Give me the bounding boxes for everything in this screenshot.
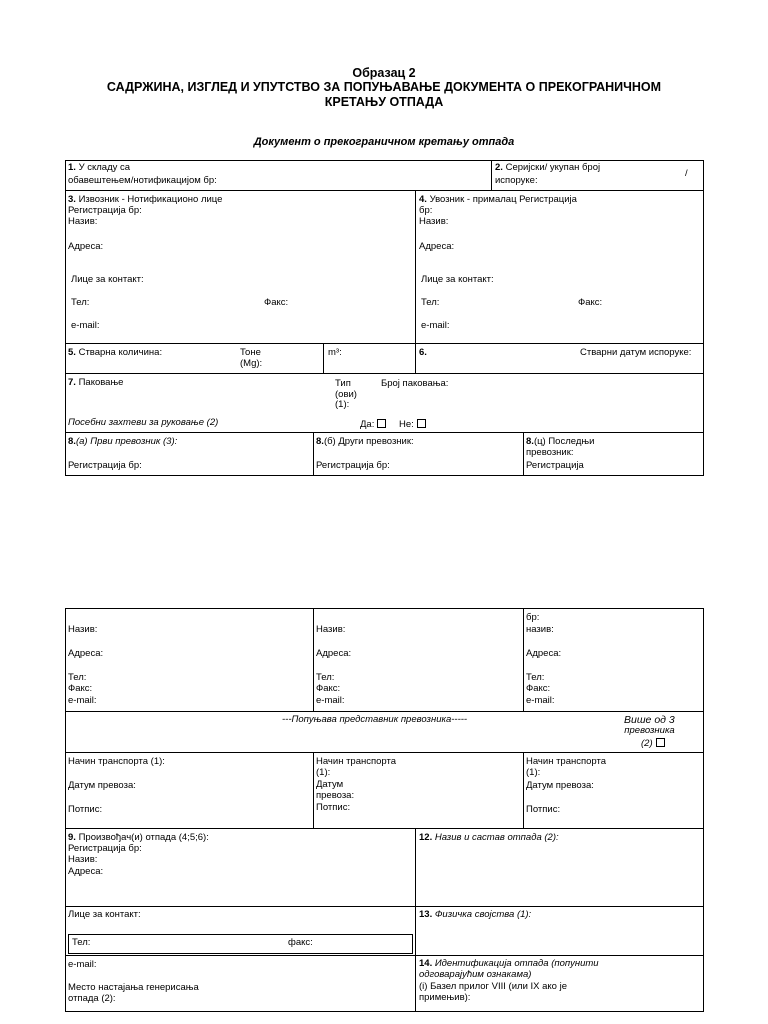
field-9-tel[interactable]: Тел: — [72, 937, 91, 948]
divider — [313, 752, 314, 828]
field-3-reg-no[interactable]: Регистрација бр: — [68, 205, 142, 216]
yes-checkbox[interactable] — [377, 419, 386, 428]
field-7-special-handling: Посебни захтеви за руковање (2) — [68, 417, 219, 428]
carrier2-tel[interactable]: Тел: — [316, 672, 335, 683]
field-3-tel[interactable]: Тел: — [71, 297, 90, 308]
tel-fax-box — [68, 934, 413, 954]
carrier2-email[interactable]: e-mail: — [316, 695, 345, 706]
divider — [65, 711, 704, 712]
field-7-yes[interactable]: Да: — [360, 419, 386, 431]
field-6-actual-date[interactable]: Стварни датум испоруке: — [580, 347, 692, 358]
more-than-3-checkbox-label[interactable]: (2) — [641, 738, 665, 750]
field-14-basel-annex[interactable]: (i) Базел прилог VIII (или IX ако је — [419, 981, 567, 992]
carrier3-address[interactable]: Адреса: — [526, 648, 562, 659]
divider — [323, 343, 324, 373]
field-14-label: 14. Идентификација отпада (попунити — [419, 958, 599, 969]
document-subtitle: Документ о прекограничном кретању отпада — [253, 136, 515, 148]
more-carriers-checkbox[interactable] — [656, 738, 665, 747]
field-9-contact[interactable]: Лице за контакт: — [68, 909, 141, 920]
transport3-date[interactable]: Датум превоза: — [526, 780, 594, 791]
divider — [313, 432, 314, 476]
document-title — [0, 80, 768, 110]
field-4-fax[interactable]: Факс: — [578, 297, 603, 308]
field-3-contact[interactable]: Лице за контакт: — [71, 274, 144, 285]
field-8a-label: 8.(а) Први превозник (3): — [68, 436, 178, 447]
transport2-mode[interactable]: Начин транспорта (1): — [316, 756, 397, 778]
carrier3-reg-no[interactable]: бр: — [526, 612, 540, 623]
transport2-signature[interactable]: Потпис: — [316, 802, 351, 813]
field-9-generation-place[interactable]: Место настајања генерисања отпада (2): — [68, 982, 199, 1004]
field-8b-label: 8.(б) Други превозник: — [316, 436, 414, 447]
field-8c-label-2: превозник: — [526, 447, 574, 458]
transport3-mode[interactable]: Начин транспорта (1): — [526, 756, 607, 778]
field-3-name[interactable]: Назив: — [68, 216, 98, 227]
divider — [313, 608, 314, 711]
transport1-date[interactable]: Датум превоза: — [68, 780, 136, 791]
field-2-label: 2. Серијски/ укупан број — [495, 162, 601, 173]
transport1-signature[interactable]: Потпис: — [68, 804, 103, 815]
form-number: Образац 2 — [352, 66, 416, 80]
field-4-tel[interactable]: Тел: — [421, 297, 440, 308]
field-4-email[interactable]: e-mail: — [421, 320, 450, 331]
field-8a-reg-no[interactable]: Регистрација бр: — [68, 460, 142, 471]
divider — [415, 955, 704, 956]
field-8c-label: 8.(ц) Последњи — [526, 436, 595, 447]
divider — [65, 190, 704, 191]
divider — [491, 160, 492, 190]
divider — [65, 343, 704, 344]
carrier-representative-note: ---Попуњава представник превозника----- — [282, 714, 468, 725]
divider — [65, 373, 704, 374]
field-5-m3[interactable]: m³: — [328, 347, 342, 358]
field-2-shipments[interactable]: испоруке: — [495, 175, 538, 186]
transport1-mode[interactable]: Начин транспорта (1): — [68, 756, 165, 767]
field-12-label: 12. Назив и састав отпада (2): — [419, 832, 559, 843]
transport2-date[interactable]: Датум превоза: — [316, 779, 355, 801]
no-checkbox[interactable] — [417, 419, 426, 428]
title-line-2: КРЕТАЊУ ОТПАДА — [324, 95, 444, 109]
field-14-label-2: одговарајућим ознакама) — [419, 969, 532, 980]
field-4-contact[interactable]: Лице за контакт: — [421, 274, 494, 285]
field-1-label: 1. У складу са — [68, 162, 131, 173]
carrier1-address[interactable]: Адреса: — [68, 648, 104, 659]
field-9-fax[interactable]: факс: — [288, 937, 313, 948]
field-7-package-count[interactable]: Број паковања: — [381, 378, 449, 389]
carrier3-tel[interactable]: Тел: — [526, 672, 545, 683]
divider — [523, 752, 524, 828]
carrier1-name[interactable]: Назив: — [68, 624, 98, 635]
field-5-label: 5. Стварна количина: — [68, 347, 163, 358]
divider — [415, 190, 416, 373]
field-9-label: 9. Произвођач(и) отпада (4;5;6): — [68, 832, 209, 843]
carrier1-fax[interactable]: Факс: — [68, 683, 93, 694]
transport3-signature[interactable]: Потпис: — [526, 804, 561, 815]
field-9-email[interactable]: e-mail: — [68, 959, 97, 970]
field-6-num: 6. — [419, 347, 427, 358]
carrier3-name[interactable]: назив: — [526, 624, 554, 635]
carrier2-name[interactable]: Назив: — [316, 624, 346, 635]
field-3-address[interactable]: Адреса: — [68, 241, 104, 252]
field-14-basel-annex-2: примењив): — [419, 992, 471, 1003]
field-8b-reg-no[interactable]: Регистрација бр: — [316, 460, 390, 471]
divider — [65, 955, 415, 956]
carrier1-tel[interactable]: Тел: — [68, 672, 87, 683]
carrier2-fax[interactable]: Факс: — [316, 683, 341, 694]
divider — [65, 752, 704, 753]
field-4-name[interactable]: Назив: — [419, 216, 449, 227]
field-13-label: 13. Физичка својства (1): — [419, 909, 532, 920]
divider — [523, 608, 524, 711]
field-7-label: 7. Паковање — [68, 377, 124, 388]
more-than-3-carriers: Више од 3 превозника — [624, 714, 675, 736]
divider — [415, 828, 416, 1012]
field-2-slash: / — [685, 168, 688, 179]
field-1-notification-no[interactable]: обавештењем/нотификацијом бр: — [68, 175, 217, 186]
field-9-reg-no[interactable]: Регистрација бр: — [68, 843, 142, 854]
field-9-address[interactable]: Адреса: — [68, 866, 104, 877]
field-5-tonnes[interactable]: Тоне (Mg): — [240, 347, 263, 369]
field-4-label: 4. Увозник - прималац Регистрација — [419, 194, 577, 205]
divider — [65, 828, 704, 829]
field-4-reg-no[interactable]: бр: — [419, 205, 433, 216]
field-7-no[interactable]: Не: — [399, 419, 426, 431]
field-3-email[interactable]: e-mail: — [71, 320, 100, 331]
field-4-address[interactable]: Адреса: — [419, 241, 455, 252]
field-7-type[interactable]: Тип (ови) (1): — [335, 378, 357, 410]
carrier2-address[interactable]: Адреса: — [316, 648, 352, 659]
field-3-fax[interactable]: Факс: — [264, 297, 289, 308]
carrier3-fax[interactable]: Факс: — [526, 683, 551, 694]
field-9-name[interactable]: Назив: — [68, 854, 98, 865]
carrier1-email[interactable]: e-mail: — [68, 695, 97, 706]
divider — [65, 432, 704, 433]
divider — [523, 432, 524, 476]
title-line-1: САДРЖИНА, ИЗГЛЕД И УПУТСТВО ЗА ПОПУЊАВАЊЕ ДОКУМЕНТА О ПРЕКОГРАНИЧНОМ — [106, 80, 662, 94]
field-8c-reg-no[interactable]: Регистрација — [526, 460, 584, 471]
divider — [65, 906, 704, 907]
carrier3-email[interactable]: e-mail: — [526, 695, 555, 706]
field-3-label: 3. Извозник - Нотификационо лице — [68, 194, 223, 205]
